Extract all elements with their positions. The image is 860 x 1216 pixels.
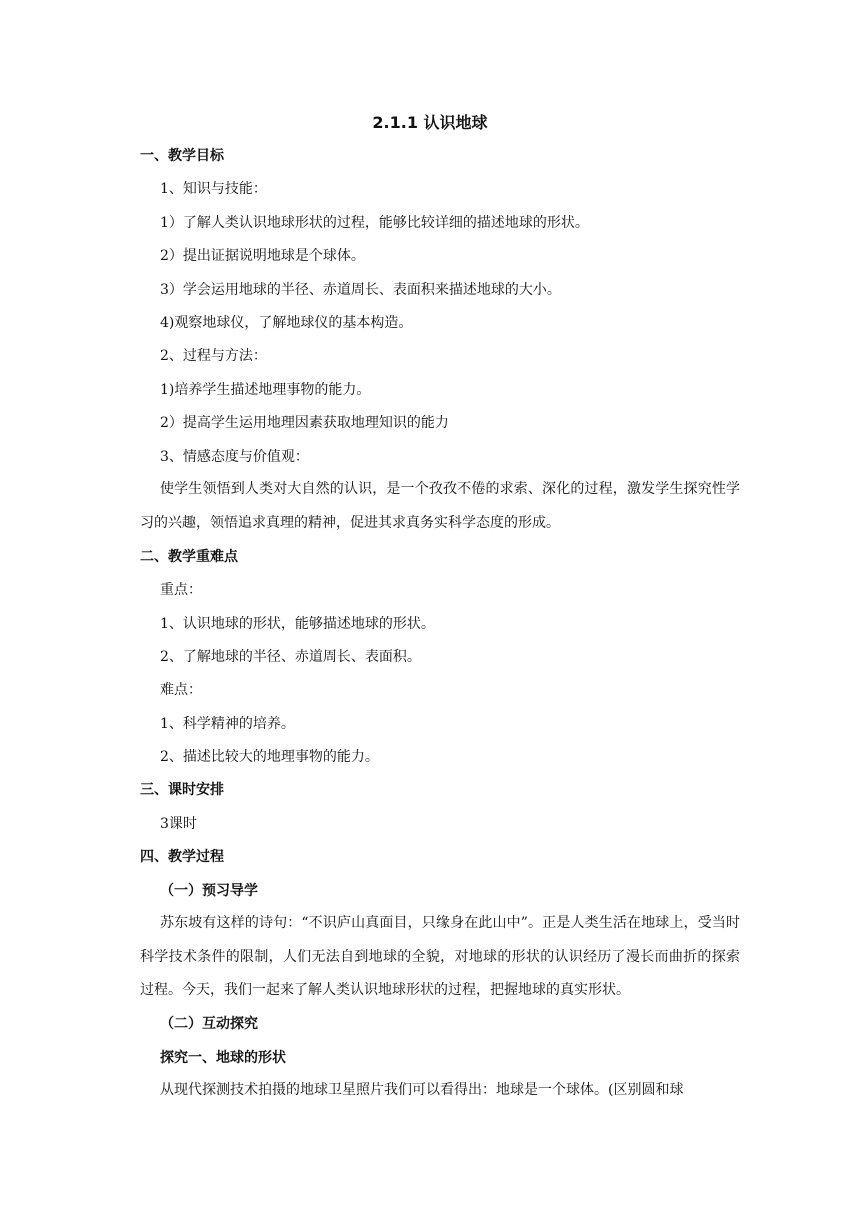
text-line: 难点：	[160, 682, 202, 699]
section-heading: 二、教学重难点	[140, 548, 238, 565]
text-line: 1、认识地球的形状，能够描述地球的形状。	[160, 615, 435, 632]
body-paragraph: 从现代探测技术拍摄的地球卫星照片我们可以看得出：地球是一个球体。(区别圆和球	[160, 1082, 684, 1099]
subsection-heading: （一）预习导学	[160, 882, 258, 899]
text-line: 2、了解地球的半径、赤道周长、表面积。	[160, 648, 421, 665]
body-paragraph: 苏东坡有这样的诗句：“不识庐山真面目，只缘身在此山中”。正是人类生活在地球上，受当时科学技术条件的限制，人们无法自到地球的全貌，对地球的形状的认识经历了漫长而曲折的探索过程。今天，我们一起来了解人类认识地球形状的过程，把握地球的真实形状。	[140, 915, 740, 999]
text-line: 3、情感态度与价值观：	[160, 448, 309, 465]
section-heading: 四、教学过程	[140, 849, 224, 866]
section-heading: 三、课时安排	[140, 782, 224, 799]
text-line: 重点：	[160, 582, 202, 599]
text-line: 2）提高学生运用地理因素获取地理知识的能力	[160, 415, 449, 432]
subsection-heading: 探究一、地球的形状	[160, 1049, 286, 1066]
text-line: 4)观察地球仪，了解地球仪的基本构造。	[160, 314, 413, 331]
section-heading: 一、教学目标	[140, 148, 224, 164]
text-line: 3课时	[160, 815, 197, 832]
text-line: 3）学会运用地球的半径、赤道周长、表面积来描述地球的大小。	[160, 281, 561, 298]
document-title: 2.1.1 认识地球	[372, 113, 488, 132]
text-line: 2）提出证据说明地球是个球体。	[160, 248, 365, 265]
subsection-heading: （二）互动探究	[160, 1016, 258, 1033]
text-line: 1)培养学生描述地理事物的能力。	[160, 381, 371, 398]
text-line: 2、描述比较大的地理事物的能力。	[160, 749, 379, 766]
text-line: 1、知识与技能：	[160, 181, 267, 198]
text-line: 1）了解人类认识地球形状的过程，能够比较详细的描述地球的形状。	[160, 214, 589, 231]
body-paragraph: 使学生领悟到人类对大自然的认识，是一个孜孜不倦的求索、深化的过程，激发学生探究性学习的兴趣，领悟追求真理的精神，促进其求真务实科学态度的形成。	[140, 481, 740, 531]
document-body	[140, 146, 740, 1114]
text-line: 1、科学精神的培养。	[160, 715, 295, 732]
text-line: 2、过程与方法：	[160, 348, 267, 365]
